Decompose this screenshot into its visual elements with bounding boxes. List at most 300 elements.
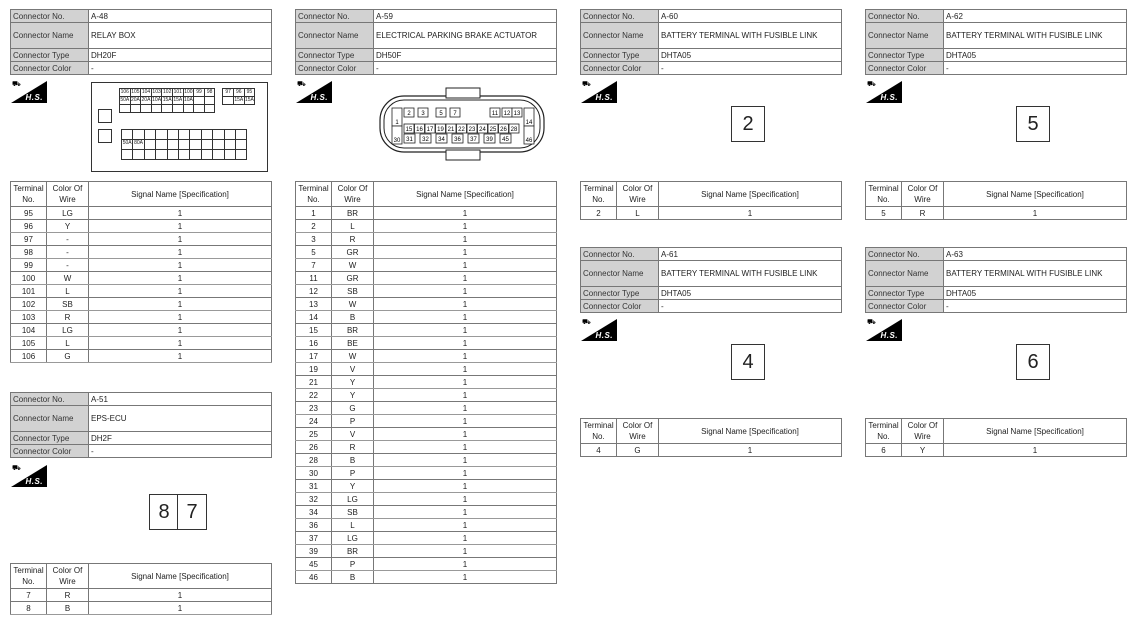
hs-badge-icon: ⛟ H.S. (581, 319, 617, 341)
signal-name-cell: 1 (374, 506, 557, 519)
connector-color-label: Connector Color (866, 62, 944, 75)
fuse-number: 106 (120, 89, 129, 95)
fuse-number: 96 (233, 88, 245, 97)
table-row (296, 558, 557, 571)
terminal-no-cell: 104 (11, 324, 47, 337)
connector-color-label: Connector Color (11, 62, 89, 75)
table-row (296, 506, 557, 519)
terminal-no-cell: 26 (296, 441, 332, 454)
terminal-no-cell: 96 (11, 220, 47, 233)
pin-label: 14 (525, 120, 533, 126)
wire-color-cell: Y (332, 480, 374, 493)
connector-no-value: A-63 (944, 248, 1127, 261)
connector-no-label: Connector No. (11, 393, 89, 406)
connector-color-value: - (944, 62, 1127, 75)
signal-name-cell: 1 (374, 233, 557, 246)
connector-type-label: Connector Type (866, 287, 944, 300)
signal-name-cell: 1 (374, 428, 557, 441)
wire-color-cell: SB (332, 285, 374, 298)
connector-color-label: Connector Color (11, 445, 89, 458)
wire-color-cell: L (47, 285, 89, 298)
wire-color-header: Color Of Wire (902, 419, 944, 444)
connector-name-value: EPS-ECU (89, 406, 272, 432)
connector-pin-4: 4 (731, 344, 765, 380)
fuse-number: 101 (173, 89, 182, 95)
terminal-no-cell: 32 (296, 493, 332, 506)
wire-color-cell: G (617, 444, 659, 457)
connector-name-label: Connector Name (866, 261, 944, 287)
fuse-rating: 15A (162, 97, 172, 103)
signal-name-cell: 1 (374, 558, 557, 571)
signal-name-cell: 1 (944, 444, 1127, 457)
terminal-no-cell: 99 (11, 259, 47, 272)
table-row (581, 207, 842, 220)
wire-color-cell: P (332, 558, 374, 571)
wire-color-cell: LG (47, 324, 89, 337)
table-row (296, 272, 557, 285)
table-row (296, 532, 557, 545)
table-row (11, 233, 272, 246)
terminal-no-cell: 28 (296, 454, 332, 467)
hs-badge-icon: ⛟ H.S. (296, 81, 332, 103)
table-row (296, 337, 557, 350)
table-row (11, 324, 272, 337)
connector-type-label: Connector Type (296, 49, 374, 62)
fuse-rating: 15A (244, 97, 254, 103)
connector-name-value: BATTERY TERMINAL WITH FUSIBLE LINK (944, 261, 1127, 287)
terminal-no-header: Terminal No. (11, 564, 47, 589)
terminal-no-cell: 14 (296, 311, 332, 324)
connector-pin-6: 6 (1016, 344, 1050, 380)
signal-name-header: Signal Name [Specification] (89, 564, 272, 589)
connector-name-label: Connector Name (296, 23, 374, 49)
wire-color-cell: P (332, 415, 374, 428)
terminal-no-cell: 8 (11, 602, 47, 615)
relay-box-diagram (91, 82, 268, 172)
terminal-no-cell: 2 (296, 220, 332, 233)
table-row (296, 376, 557, 389)
pin-label: 21 (447, 127, 455, 133)
connector-name-value: ELECTRICAL PARKING BRAKE ACTUATOR (374, 23, 557, 49)
connector-no-label: Connector No. (296, 10, 374, 23)
signal-name-cell: 1 (374, 480, 557, 493)
wire-color-cell: P (332, 467, 374, 480)
signal-name-cell: 1 (89, 298, 272, 311)
connector-color-label: Connector Color (581, 300, 659, 313)
terminal-no-cell: 106 (11, 350, 47, 363)
fuse-rating: 50A (121, 139, 133, 150)
signal-name-cell: 1 (89, 220, 272, 233)
terminal-no-cell: 95 (11, 207, 47, 220)
wire-color-cell: R (47, 311, 89, 324)
wire-color-cell: Y (47, 220, 89, 233)
table-row (296, 480, 557, 493)
connector-a63-terminal-table (865, 418, 1127, 457)
signal-name-cell: 1 (374, 376, 557, 389)
pin-label: 36 (454, 137, 461, 143)
signal-name-cell: 1 (374, 298, 557, 311)
fuse-number: 104 (141, 89, 151, 95)
wire-color-cell: L (332, 220, 374, 233)
terminal-no-cell: 5 (866, 207, 902, 220)
table-row (296, 415, 557, 428)
wire-color-header: Color Of Wire (47, 564, 89, 589)
connector-a48-terminal-table (10, 181, 272, 363)
wire-color-cell: L (47, 337, 89, 350)
connector-pin-7: 7 (177, 494, 207, 530)
wire-color-header: Color Of Wire (617, 419, 659, 444)
signal-name-cell: 1 (374, 454, 557, 467)
terminal-no-cell: 16 (296, 337, 332, 350)
signal-name-cell: 1 (89, 337, 272, 350)
table-row (11, 220, 272, 233)
table-row (296, 519, 557, 532)
connector-color-value: - (89, 445, 272, 458)
connector-type-value: DHTA05 (944, 49, 1127, 62)
signal-name-cell: 1 (374, 337, 557, 350)
connector-type-value: DH20F (89, 49, 272, 62)
table-row (866, 444, 1127, 457)
terminal-no-cell: 12 (296, 285, 332, 298)
terminal-no-cell: 6 (866, 444, 902, 457)
signal-name-cell: 1 (374, 350, 557, 363)
terminal-no-cell: 15 (296, 324, 332, 337)
connector-name-label: Connector Name (581, 261, 659, 287)
signal-name-header: Signal Name [Specification] (89, 182, 272, 207)
table-row (296, 428, 557, 441)
hs-badge-icon: ⛟ H.S. (866, 81, 902, 103)
connector-a61-info (580, 247, 842, 313)
terminal-no-cell: 17 (296, 350, 332, 363)
signal-name-cell: 1 (374, 207, 557, 220)
connector-name-value: BATTERY TERMINAL WITH FUSIBLE LINK (659, 23, 842, 49)
table-row (296, 454, 557, 467)
wire-color-cell: W (332, 298, 374, 311)
connector-no-value: A-48 (89, 10, 272, 23)
pin-label: 13 (513, 111, 521, 117)
connector-a51-info (10, 392, 272, 458)
connector-type-label: Connector Type (581, 49, 659, 62)
signal-name-cell: 1 (659, 444, 842, 457)
hs-badge-icon: ⛟ H.S. (581, 81, 617, 103)
connector-pin-5: 5 (1016, 106, 1050, 142)
signal-name-cell: 1 (89, 233, 272, 246)
signal-name-cell: 1 (944, 207, 1127, 220)
wire-color-cell: GR (332, 272, 374, 285)
terminal-no-cell: 2 (581, 207, 617, 220)
wire-color-cell: BR (332, 207, 374, 220)
connector-color-value: - (659, 300, 842, 313)
fuse-rating: 80A (132, 139, 144, 150)
wire-color-cell: BR (332, 324, 374, 337)
terminal-no-cell: 24 (296, 415, 332, 428)
signal-name-cell: 1 (374, 324, 557, 337)
signal-name-cell: 1 (374, 519, 557, 532)
signal-name-cell: 1 (374, 532, 557, 545)
wire-color-cell: - (47, 246, 89, 259)
pin-label: 28 (510, 127, 518, 133)
connector-no-label: Connector No. (581, 10, 659, 23)
pin-label: 46 (525, 138, 533, 144)
connector-color-value: - (89, 62, 272, 75)
table-row (11, 207, 272, 220)
table-row (581, 444, 842, 457)
connector-color-value: - (944, 300, 1127, 313)
pin-label: 15 (405, 127, 413, 133)
table-row (11, 285, 272, 298)
terminal-no-cell: 105 (11, 337, 47, 350)
wire-color-cell: - (47, 259, 89, 272)
table-row (11, 298, 272, 311)
pin-label: 7 (453, 111, 457, 117)
wire-color-cell: R (902, 207, 944, 220)
wire-color-cell: G (332, 402, 374, 415)
hs-badge-icon: ⛟ H.S. (866, 319, 902, 341)
connector-type-value: DHTA05 (659, 49, 842, 62)
table-row (296, 571, 557, 584)
fuse-number: 99 (193, 88, 205, 97)
pin-label: 12 (503, 111, 511, 117)
wire-color-header: Color Of Wire (617, 182, 659, 207)
fuse-number: 103 (152, 89, 161, 95)
terminal-no-cell: 7 (296, 259, 332, 272)
signal-name-cell: 1 (89, 311, 272, 324)
signal-name-cell: 1 (89, 246, 272, 259)
signal-name-cell: 1 (374, 467, 557, 480)
table-row (866, 207, 1127, 220)
signal-name-cell: 1 (374, 493, 557, 506)
wire-color-cell: GR (332, 246, 374, 259)
pin-label: 23 (468, 127, 476, 133)
table-row (11, 350, 272, 363)
wire-color-cell: BE (332, 337, 374, 350)
connector-name-label: Connector Name (11, 23, 89, 49)
pin-label: 19 (437, 127, 444, 133)
terminal-no-cell: 22 (296, 389, 332, 402)
terminal-no-header: Terminal No. (866, 182, 902, 207)
wire-color-cell: R (332, 233, 374, 246)
terminal-no-cell: 23 (296, 402, 332, 415)
signal-name-cell: 1 (374, 363, 557, 376)
terminal-no-header: Terminal No. (11, 182, 47, 207)
connector-pin-2: 2 (731, 106, 765, 142)
connector-a61-terminal-table (580, 418, 842, 457)
connector-color-label: Connector Color (296, 62, 374, 75)
connector-pin-8: 8 (149, 494, 179, 530)
terminal-no-cell: 30 (296, 467, 332, 480)
connector-name-value: BATTERY TERMINAL WITH FUSIBLE LINK (659, 261, 842, 287)
terminal-no-cell: 37 (296, 532, 332, 545)
connector-name-value: RELAY BOX (89, 23, 272, 49)
connector-type-value: DH2F (89, 432, 272, 445)
wire-color-cell: B (332, 571, 374, 584)
terminal-no-cell: 45 (296, 558, 332, 571)
pin-label: 1 (395, 120, 399, 126)
table-row (11, 337, 272, 350)
wire-color-cell: B (332, 454, 374, 467)
table-row (11, 259, 272, 272)
pin-label: 31 (406, 137, 413, 143)
signal-name-cell: 1 (89, 259, 272, 272)
wire-color-cell: R (47, 589, 89, 602)
terminal-no-cell: 102 (11, 298, 47, 311)
wire-color-cell: V (332, 428, 374, 441)
connector-a60-info (580, 9, 842, 75)
connector-type-label: Connector Type (581, 287, 659, 300)
terminal-no-cell: 34 (296, 506, 332, 519)
connector-no-label: Connector No. (866, 10, 944, 23)
table-row (11, 246, 272, 259)
connector-a62-terminal-table (865, 181, 1127, 220)
pin-label: 30 (393, 138, 401, 144)
connector-color-label: Connector Color (581, 62, 659, 75)
connector-name-value: BATTERY TERMINAL WITH FUSIBLE LINK (944, 23, 1127, 49)
wire-color-cell: R (332, 441, 374, 454)
signal-name-cell: 1 (374, 415, 557, 428)
connector-color-label: Connector Color (866, 300, 944, 313)
connector-type-value: DH50F (374, 49, 557, 62)
table-row (296, 545, 557, 558)
connector-type-label: Connector Type (11, 432, 89, 445)
hs-badge-icon: ⛟ H.S. (11, 465, 47, 487)
pin-label: 32 (422, 137, 429, 143)
table-row (296, 441, 557, 454)
connector-name-label: Connector Name (11, 406, 89, 432)
pin-label: 39 (486, 137, 493, 143)
fuse-slot (235, 149, 247, 160)
signal-name-cell: 1 (89, 350, 272, 363)
table-row (11, 311, 272, 324)
signal-name-cell: 1 (659, 207, 842, 220)
table-row (296, 493, 557, 506)
pin-label: 34 (438, 137, 445, 143)
fuse-number: 100 (184, 89, 193, 95)
fuse-rating: 15A (173, 97, 183, 103)
terminal-no-header: Terminal No. (296, 182, 332, 207)
table-row (11, 272, 272, 285)
connector-no-value: A-61 (659, 248, 842, 261)
signal-name-cell: 1 (89, 602, 272, 615)
terminal-no-cell: 7 (11, 589, 47, 602)
fuse-number: 98 (204, 88, 216, 97)
pin-label: 45 (502, 137, 509, 143)
epb-connector-diagram (378, 86, 548, 162)
terminal-no-cell: 3 (296, 233, 332, 246)
table-row (11, 602, 272, 615)
connector-color-value: - (374, 62, 557, 75)
connector-no-value: A-60 (659, 10, 842, 23)
signal-name-header: Signal Name [Specification] (944, 182, 1127, 207)
wire-color-header: Color Of Wire (332, 182, 374, 207)
signal-name-cell: 1 (374, 259, 557, 272)
signal-name-header: Signal Name [Specification] (659, 182, 842, 207)
connector-no-label: Connector No. (11, 10, 89, 23)
connector-a63-info (865, 247, 1127, 313)
fuse-rating: 50A (120, 97, 130, 103)
terminal-no-header: Terminal No. (866, 419, 902, 444)
table-row (296, 311, 557, 324)
wire-color-cell: BR (332, 545, 374, 558)
signal-name-cell: 1 (89, 589, 272, 602)
signal-name-cell: 1 (374, 389, 557, 402)
signal-name-cell: 1 (374, 285, 557, 298)
pin-label: 16 (416, 127, 423, 133)
terminal-no-cell: 39 (296, 545, 332, 558)
pin-label: 2 (407, 111, 411, 117)
terminal-no-cell: 100 (11, 272, 47, 285)
terminal-no-cell: 103 (11, 311, 47, 324)
wire-color-cell: SB (332, 506, 374, 519)
fuse-rating: 20A (141, 97, 151, 103)
terminal-no-header: Terminal No. (581, 182, 617, 207)
terminal-no-cell: 101 (11, 285, 47, 298)
terminal-no-cell: 21 (296, 376, 332, 389)
fuse-slot (204, 104, 216, 113)
fuse-rating: 20A (130, 97, 140, 103)
connector-type-label: Connector Type (866, 49, 944, 62)
table-row (296, 246, 557, 259)
terminal-no-cell: 11 (296, 272, 332, 285)
table-row (11, 589, 272, 602)
wire-color-cell: L (617, 207, 659, 220)
signal-name-cell: 1 (374, 571, 557, 584)
connector-no-value: A-51 (89, 393, 272, 406)
wire-color-cell: W (332, 350, 374, 363)
wire-color-cell: LG (332, 493, 374, 506)
table-row (296, 389, 557, 402)
wire-color-cell: Y (902, 444, 944, 457)
wire-color-cell: B (47, 602, 89, 615)
terminal-no-cell: 97 (11, 233, 47, 246)
terminal-no-cell: 5 (296, 246, 332, 259)
signal-name-cell: 1 (374, 402, 557, 415)
connector-no-label: Connector No. (866, 248, 944, 261)
pin-label: 25 (489, 127, 497, 133)
terminal-no-cell: 25 (296, 428, 332, 441)
connector-type-value: DHTA05 (944, 287, 1127, 300)
terminal-no-cell: 98 (11, 246, 47, 259)
pin-label: 3 (421, 111, 425, 117)
connector-type-value: DHTA05 (659, 287, 842, 300)
table-row (296, 298, 557, 311)
terminal-no-cell: 13 (296, 298, 332, 311)
wire-color-cell: L (332, 519, 374, 532)
signal-name-cell: 1 (374, 311, 557, 324)
fuse-rating: 10A (183, 97, 193, 103)
connector-a51-terminal-table (10, 563, 272, 615)
terminal-no-cell: 31 (296, 480, 332, 493)
terminal-no-cell: 1 (296, 207, 332, 220)
signal-name-cell: 1 (374, 220, 557, 233)
connector-type-label: Connector Type (11, 49, 89, 62)
connector-a48-info (10, 9, 272, 75)
signal-name-cell: 1 (374, 272, 557, 285)
connector-color-value: - (659, 62, 842, 75)
wire-color-cell: SB (47, 298, 89, 311)
wire-color-cell: W (47, 272, 89, 285)
connector-a62-info (865, 9, 1127, 75)
table-row (296, 220, 557, 233)
wire-color-cell: G (47, 350, 89, 363)
terminal-no-cell: 4 (581, 444, 617, 457)
connector-name-label: Connector Name (581, 23, 659, 49)
signal-name-header: Signal Name [Specification] (659, 419, 842, 444)
signal-name-header: Signal Name [Specification] (944, 419, 1127, 444)
table-row (296, 402, 557, 415)
table-row (296, 233, 557, 246)
table-row (296, 324, 557, 337)
signal-name-cell: 1 (374, 246, 557, 259)
